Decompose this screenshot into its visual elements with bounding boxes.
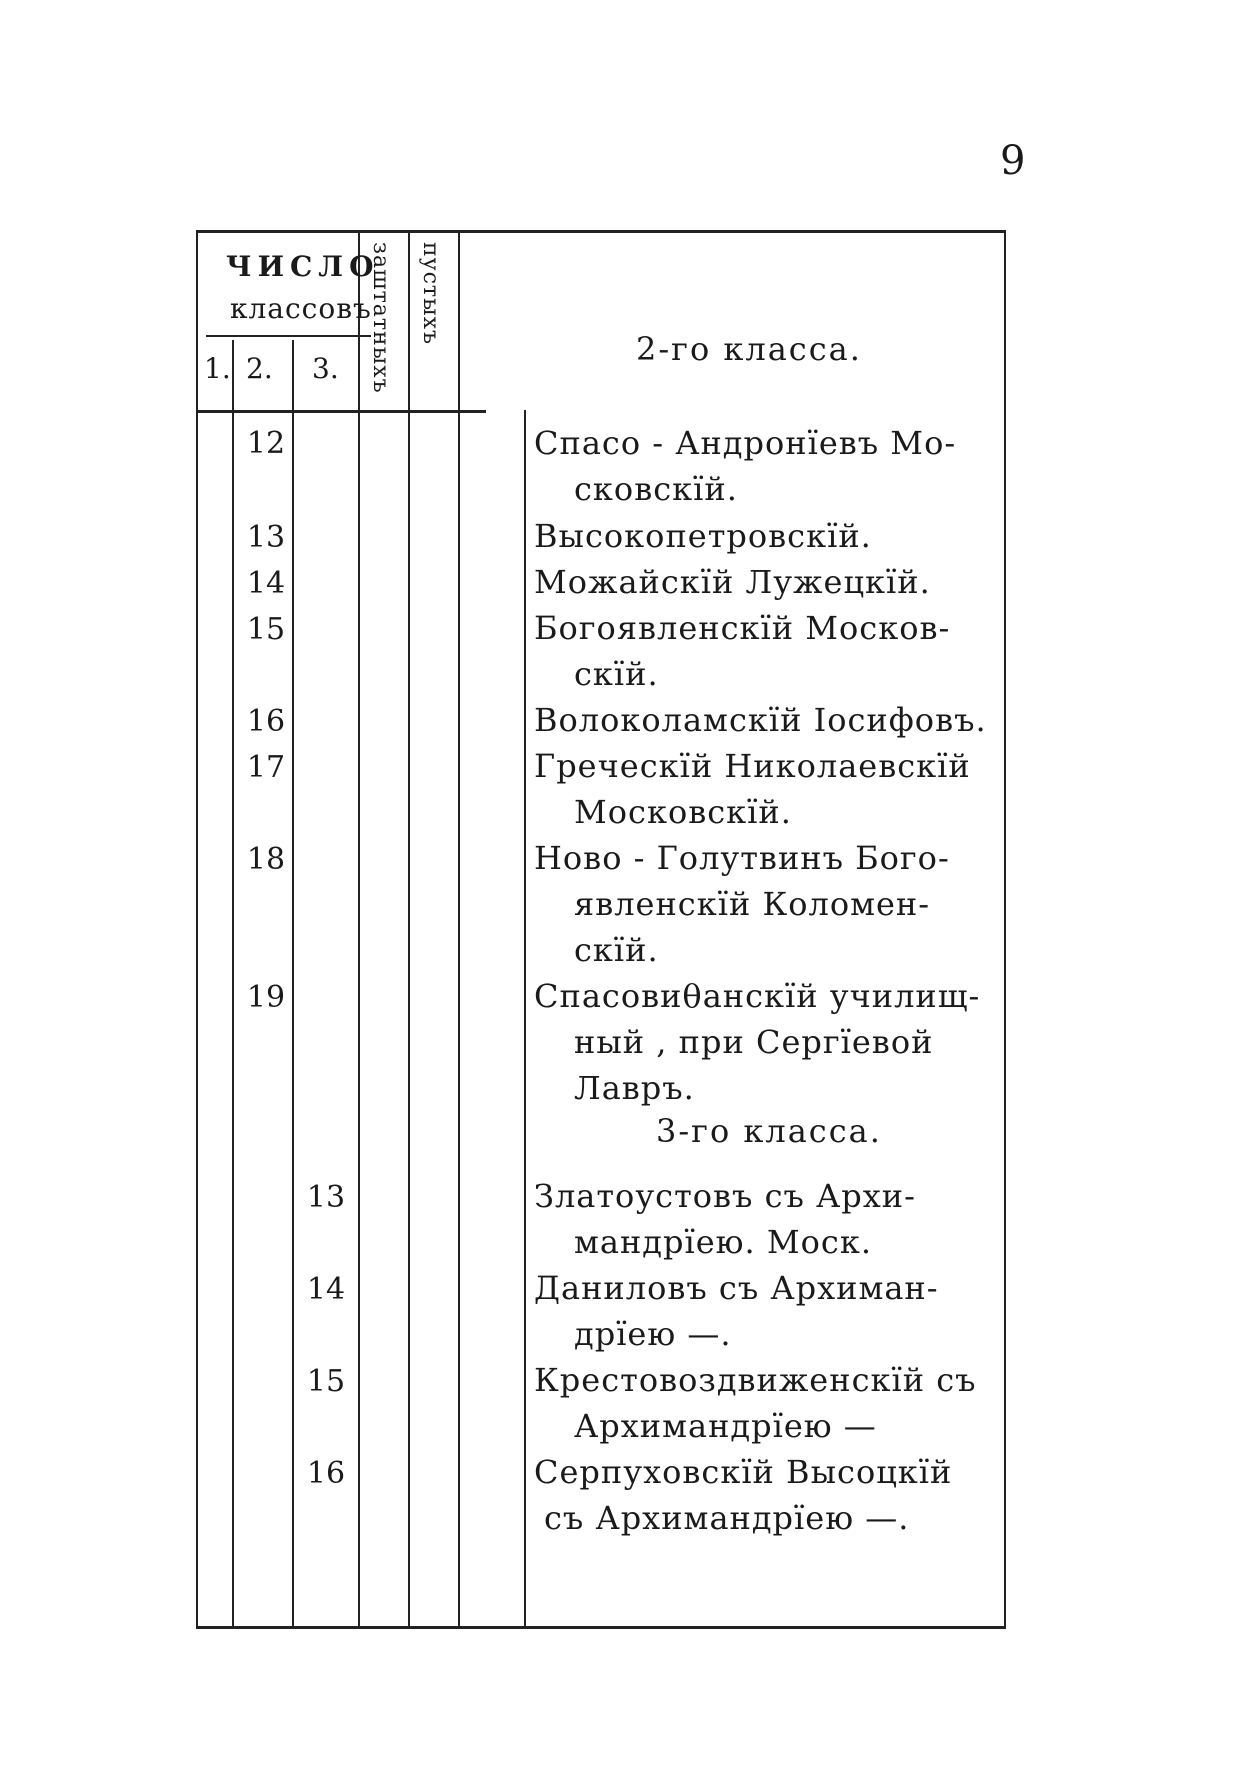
col1-col2-divider <box>232 340 234 1629</box>
header-bottom-rule <box>196 410 486 413</box>
table-row-text: Богоявленскїй Москов- скїй. <box>534 609 951 693</box>
text-col-left-border <box>524 410 526 1629</box>
table-row-number: 15 <box>306 1364 346 1399</box>
table-left-border <box>196 230 198 1629</box>
table-row-text: Можайскїй Лужецкїй. <box>534 563 931 601</box>
monastery-table <box>196 230 1006 1630</box>
table-row-text: Крестовоздвиженскїй съ Архимандрїею — <box>534 1361 977 1445</box>
table-row-text: Греческїй Николаевскїй Московскїй. <box>534 747 971 831</box>
table-row-number: 16 <box>306 1456 346 1491</box>
table-row-number: 13 <box>306 1180 346 1215</box>
header-col-reserve: заштатныхъ <box>368 242 393 394</box>
table-row-number: 15 <box>246 612 286 647</box>
table-top-rule <box>196 230 1006 233</box>
reserve-empty-divider <box>408 230 410 1629</box>
table-row-number: 17 <box>246 750 286 785</box>
header-col-3: 3. <box>312 352 339 385</box>
header-col-2: 2. <box>246 352 273 385</box>
table-row-text: Ново - Голутвинъ Бого- явленскїй Коломен- скїй. <box>534 839 950 969</box>
table-row-text: Серпуховскїй Высоцкїй съ Архимандрїею —. <box>534 1453 953 1537</box>
header-col-empty: пустыхъ <box>418 242 443 346</box>
empty-text-divider <box>458 230 460 1629</box>
table-row-text: Златоустовъ съ Архи- мандрїею. Моск. <box>534 1177 916 1261</box>
table-right-border <box>1004 230 1006 1629</box>
table-row-text: Спасовиθанскїй училищ- ный , при Сергїевой Лавръ. <box>534 977 981 1107</box>
table-row-number: 16 <box>246 704 286 739</box>
table-row-text: Спасо - Андронїевъ Мо- сковскїй. <box>534 424 957 508</box>
table-row-text: Даниловъ съ Архиман- дрїею —. <box>534 1269 939 1353</box>
section-title-2nd-class: 2-го класса. <box>636 330 862 368</box>
table-row-text: Высокопетровскїй. <box>534 517 872 555</box>
table-row-number: 13 <box>246 520 286 555</box>
table-row-number: 18 <box>246 842 286 877</box>
table-row-number: 12 <box>246 426 286 461</box>
table-row-number: 14 <box>306 1272 346 1307</box>
section-title-3rd-class: 3-го класса. <box>656 1112 882 1150</box>
table-row-number: 19 <box>246 980 286 1015</box>
table-row-number: 14 <box>246 566 286 601</box>
table-row-text: Волоколамскїй Іосифовъ. <box>534 701 987 739</box>
header-col-1: 1. <box>204 352 231 385</box>
header-group-title: ЧИСЛО <box>226 250 380 283</box>
header-group-subtitle: классовъ <box>230 292 372 325</box>
col3-reserve-divider <box>358 230 360 1629</box>
group-title-rule <box>206 335 371 337</box>
table-bottom-rule <box>196 1626 1006 1629</box>
page-number: 9 <box>1000 138 1026 184</box>
